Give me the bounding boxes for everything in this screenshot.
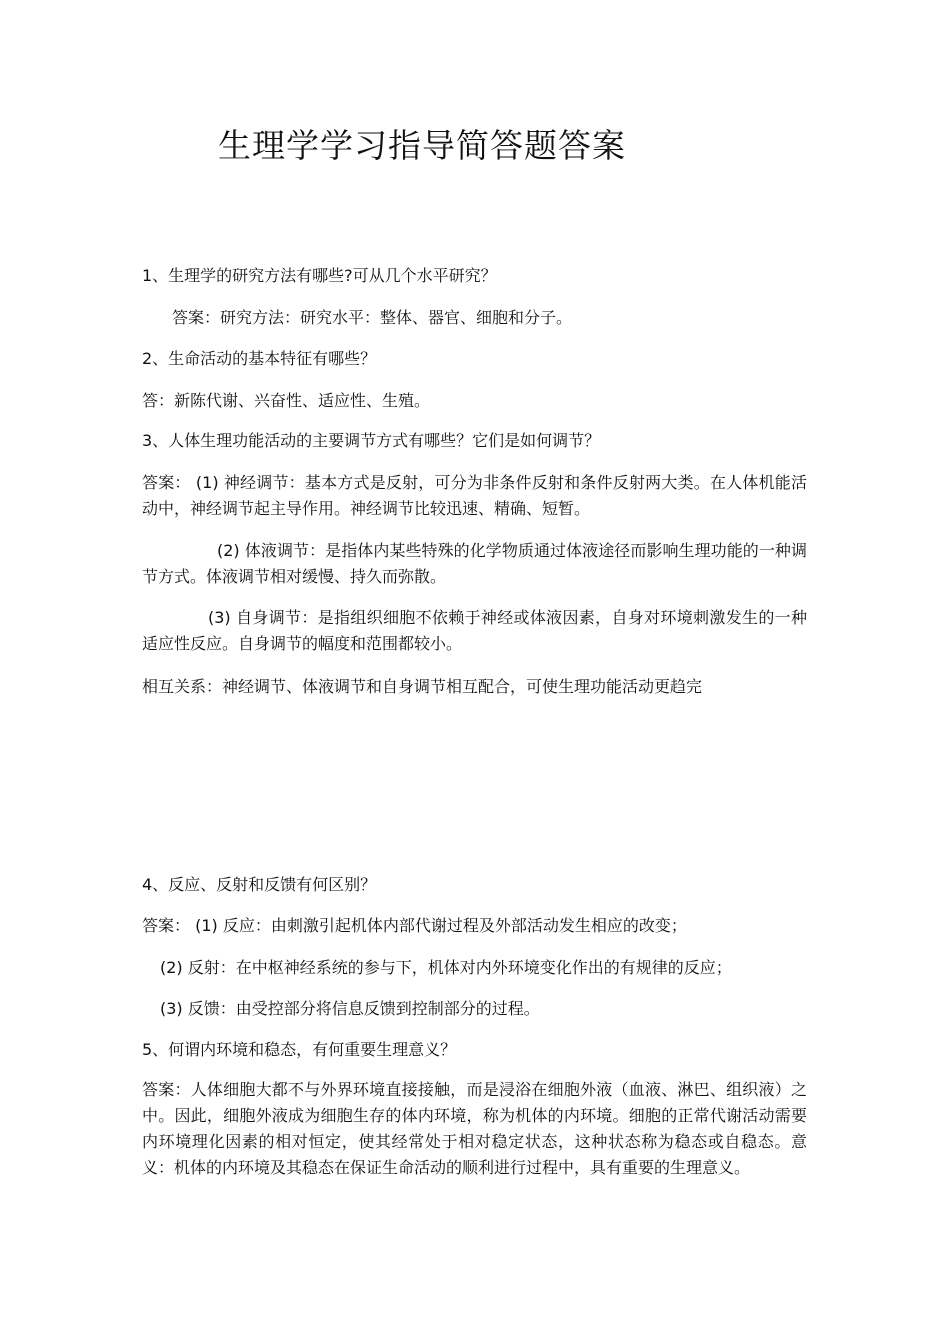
answer-4-reflex: (2) 反射：在中枢神经系统的参与下，机体对内外环境变化作出的有规律的反应；: [160, 958, 732, 977]
answer-5: 答案：人体细胞大都不与外界环境直接接触，而是浸浴在细胞外液（血液、淋巴、组织液）之中。因此，细胞外液成为细胞生存的体内环境，称为机体的内环境。细胞的正常代谢活动需要内环境理化因素的相对恒定，使其经常处于相对稳定状态，这种状态称为稳态或自稳态。意义：机体的内环境及其稳态在保证生命活动的顺利进行过程中，具有重要的生理意义。: [142, 1080, 807, 1177]
question-2: 2、生命活动的基本特征有哪些？: [142, 349, 377, 368]
question-3: 3、人体生理功能活动的主要调节方式有哪些？它们是如何调节？: [142, 431, 601, 450]
answer-1: 答案：研究方法：研究水平：整体、器官、细胞和分子。: [172, 308, 573, 327]
answer-3-relation: 相互关系：神经调节、体液调节和自身调节相互配合，可使生理功能活动更趋完: [142, 677, 703, 696]
question-4: 4、反应、反射和反馈有何区别？: [142, 875, 377, 894]
question-1: 1、生理学的研究方法有哪些?可从几个水平研究？: [142, 266, 497, 285]
answer-4-reaction: 答案： (1) 反应：由刺激引起机体内部代谢过程及外部活动发生相应的改变；: [142, 916, 687, 935]
answer-2: 答：新陈代谢、兴奋性、适应性、生殖。: [142, 391, 431, 410]
answer-3-auto: (3) 自身调节：是指组织细胞不依赖于神经或体液因素，自身对环境刺激发生的一种适应性反应。自身调节的幅度和范围都较小。: [142, 608, 807, 653]
answer-3-humoral: (2) 体液调节：是指体内某些特殊的化学物质通过体液途径而影响生理功能的一种调节方式。体液调节相对缓慢、持久而弥散。: [142, 541, 807, 586]
document-title: 生理学学习指导简答题答案: [218, 126, 626, 165]
answer-4-feedback: (3) 反馈：由受控部分将信息反馈到控制部分的过程。: [160, 999, 540, 1018]
answer-3-neural: 答案： (1) 神经调节：基本方式是反射，可分为非条件反射和条件反射两大类。在人体机能活动中，神经调节起主导作用。神经调节比较迅速、精确、短暂。: [142, 473, 807, 518]
question-5: 5、何谓内环境和稳态，有何重要生理意义？: [142, 1040, 457, 1059]
